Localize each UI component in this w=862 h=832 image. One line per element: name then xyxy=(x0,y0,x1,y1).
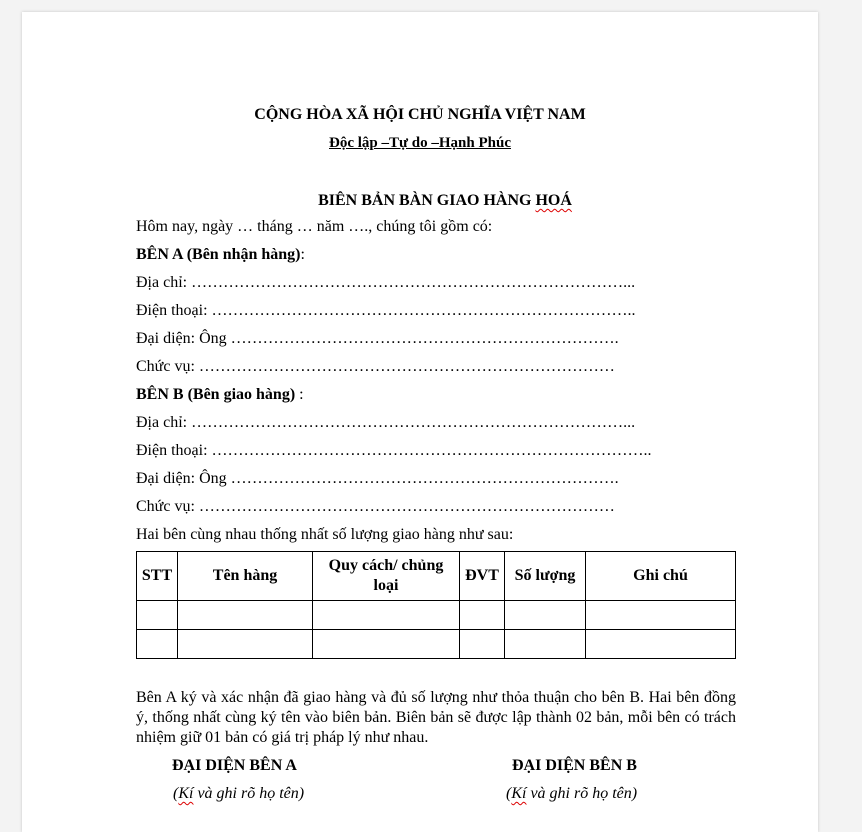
party-b-phone: Điện thoại: ……………………………………………………………………….. xyxy=(136,442,652,459)
title-main: BIÊN BẢN BÀN GIAO HÀNG xyxy=(318,192,536,209)
col-header-unit: ĐVT xyxy=(460,552,505,601)
party-a-address: Địa chỉ: ………………………………………………………………………... xyxy=(136,274,636,291)
signature-note-party-a xyxy=(173,785,304,803)
party-a-heading-label: BÊN A (Bên nhận hàng) xyxy=(136,246,301,263)
document-title xyxy=(22,192,862,210)
note-misspelled-word: Kí xyxy=(178,785,194,802)
table-cell[interactable] xyxy=(313,601,460,630)
table-cell[interactable] xyxy=(505,601,586,630)
party-b-heading-colon: : xyxy=(295,386,304,403)
party-b-position: Chức vụ: …………………………………………………………………… xyxy=(136,498,615,515)
motto-text: Độc lập –Tự do –Hạnh Phúc xyxy=(329,135,511,151)
party-b-heading xyxy=(136,386,304,404)
table-header-row xyxy=(137,552,736,601)
note-rest: và ghi rõ họ tên) xyxy=(526,785,638,802)
party-a-heading xyxy=(136,246,305,264)
note-rest: và ghi rõ họ tên) xyxy=(193,785,305,802)
motto xyxy=(22,135,818,152)
col-header-item-name: Tên hàng xyxy=(178,552,313,601)
nation-heading: CỘNG HÒA XÃ HỘI CHỦ NGHĨA VIỆT NAM xyxy=(254,106,586,123)
table-row xyxy=(137,601,736,630)
col-header-stt: STT xyxy=(137,552,178,601)
signature-note-party-b xyxy=(506,785,637,803)
title-misspelled-word: HOÁ xyxy=(535,192,572,209)
table-row xyxy=(137,630,736,659)
party-b-heading-label: BÊN B (Bên giao hàng) xyxy=(136,386,296,403)
goods-table xyxy=(136,551,736,659)
document-page xyxy=(22,12,818,832)
table-cell[interactable] xyxy=(460,630,505,659)
col-header-quantity: Số lượng xyxy=(505,552,586,601)
party-a-heading-colon: : xyxy=(300,246,305,263)
table-cell[interactable] xyxy=(137,601,178,630)
table-cell[interactable] xyxy=(460,601,505,630)
table-cell[interactable] xyxy=(313,630,460,659)
signature-title-party-b: ĐẠI DIỆN BÊN B xyxy=(512,757,637,774)
party-b-representative: Đại diện: Ông ………………………………………………………………. xyxy=(136,470,619,487)
note-open-paren: ( xyxy=(173,785,179,802)
agreement-intro: Hai bên cùng nhau thống nhất số lượng giao hàng như sau: xyxy=(136,526,514,543)
party-a-position: Chức vụ: …………………………………………………………………… xyxy=(136,358,615,375)
party-a-phone: Điện thoại: …………………………………………………………………….. xyxy=(136,302,636,319)
party-b-address: Địa chỉ: ………………………………………………………………………... xyxy=(136,414,636,431)
table-cell[interactable] xyxy=(137,630,178,659)
party-a-representative: Đại diện: Ông ………………………………………………………………. xyxy=(136,330,619,347)
closing-paragraph: Bên A ký và xác nhận đã giao hàng và đủ số lượng như thỏa thuận cho bên B. Hai bên đồng ý, thống nhất cùng ký tên vào biên bản. Biên bản sẽ được lập thành 02 bản, mỗi bên có trách nhiệm giữ 01 bản có giá trị pháp lý như nhau. xyxy=(136,689,736,746)
table-cell[interactable] xyxy=(505,630,586,659)
signature-title-party-a: ĐẠI DIỆN BÊN A xyxy=(172,757,297,774)
table-cell[interactable] xyxy=(178,601,313,630)
table-cell[interactable] xyxy=(586,601,736,630)
note-open-paren: ( xyxy=(506,785,512,802)
intro-line: Hôm nay, ngày … tháng … năm …., chúng tôi gồm có: xyxy=(136,218,493,235)
table-cell[interactable] xyxy=(178,630,313,659)
col-header-specification: Quy cách/ chủng loại xyxy=(313,552,460,601)
note-misspelled-word: Kí xyxy=(511,785,527,802)
col-header-note: Ghi chú xyxy=(586,552,736,601)
table-cell[interactable] xyxy=(586,630,736,659)
